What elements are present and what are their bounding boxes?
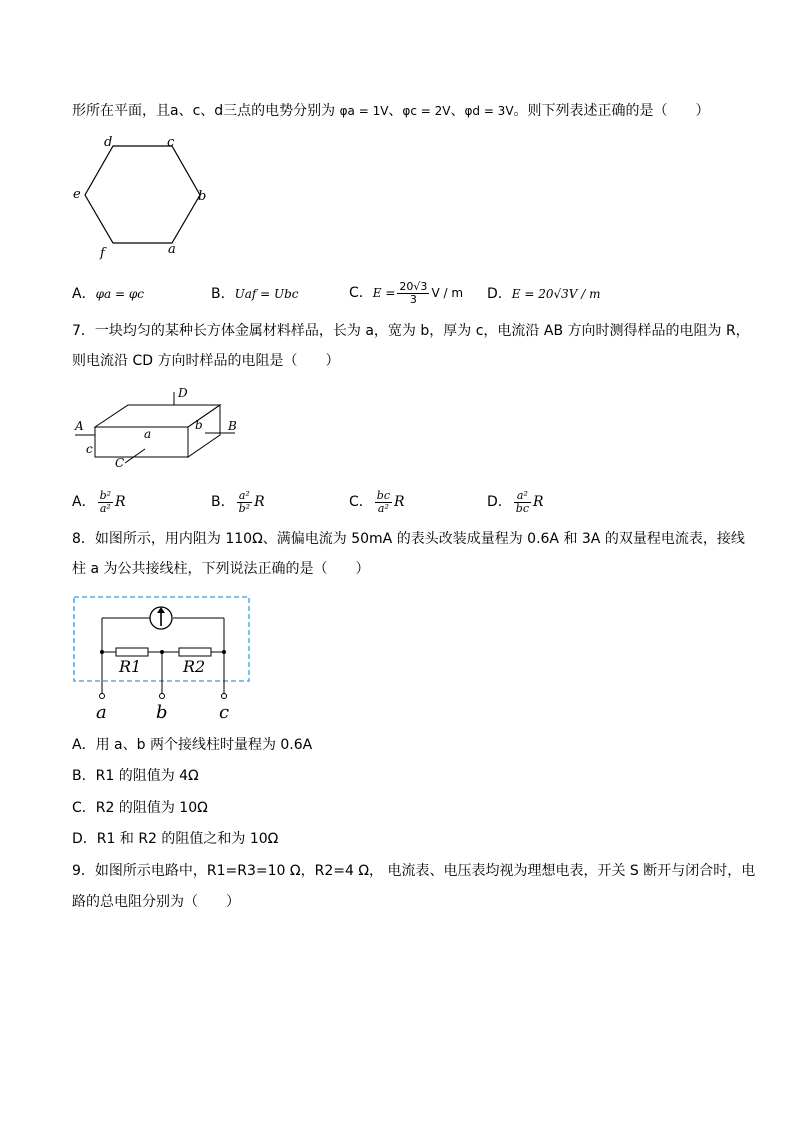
label-r1: R1 (119, 657, 142, 676)
q7-option-d (487, 487, 544, 517)
q6-option-b (211, 284, 299, 304)
q6-option-a-text: φa = φc (95, 287, 144, 301)
q8-line2: 柱 a 为公共接线柱，下列说法正确的是（ ） (72, 561, 370, 577)
q7-option-a-fraction (98, 490, 113, 515)
q9-line1: 9．如图所示电路中，R1=R3=10 Ω，R2=4 Ω， 电流表、电压表均视为理想电表，开关 S 断开与闭合时，电 (72, 863, 756, 879)
hexagon-shape (85, 146, 200, 243)
q7-line2: 则电流沿 CD 方向时样品的电阻是（ ） (72, 353, 340, 369)
q6-phi-d: φd = 3V (464, 104, 514, 118)
q8-option-d: D．R1 和 R2 的阻值之和为 10Ω (72, 831, 279, 847)
option-label: A． (72, 286, 96, 302)
box-label-B: B (228, 419, 237, 433)
box-label-D: D (178, 386, 188, 400)
box-figure (70, 385, 250, 475)
box-label-c: c (86, 442, 93, 456)
q6-tail: 。则下列表述正确的是（ ） (513, 103, 710, 119)
fraction-denominator: bc (515, 501, 529, 515)
option-tail: R (393, 494, 405, 510)
fraction-denominator: 3 (409, 292, 417, 306)
q9-line2: 路的总电阻分别为（ ） (72, 894, 240, 910)
label-a: a (96, 702, 107, 723)
hex-label-c: c (167, 135, 175, 150)
box-front-face (95, 427, 188, 457)
box-label-C: C (115, 456, 125, 470)
terminal-b (160, 694, 165, 699)
q6-option-d-text: E = 20√3V / m (511, 287, 601, 301)
q6-phi-a: φa = 1V (339, 104, 389, 118)
q6-stem-line: 形所在平面，且a、c、d三点的电势分别为 φa = 1V、φc = 2V、φd = 3V。则下列表述正确的是（ ） (72, 103, 710, 119)
q6-option-c-fraction (397, 281, 429, 306)
resistor-r1 (116, 648, 148, 656)
q6-option-b-text: Uaf = Ubc (234, 287, 299, 301)
fraction-denominator: a² (99, 501, 111, 515)
q6-option-c-pre: E = (372, 286, 396, 300)
hex-label-b: b (198, 189, 207, 204)
label-b: b (156, 702, 168, 723)
q6-option-c-unit: V / m (431, 286, 464, 300)
box-label-A: A (75, 419, 84, 433)
q7-option-b (211, 487, 265, 517)
option-label: C． (349, 285, 373, 301)
fraction-numerator: a² (237, 490, 252, 503)
option-label: C． (349, 494, 373, 510)
q8-line1: 8．如图所示，用内阻为 110Ω、满偏电流为 50mA 的表头改装成量程为 0.6A 和 3A 的双量程电流表，接线 (72, 531, 745, 547)
label-c: c (219, 702, 230, 723)
option-tail: R (115, 494, 126, 510)
hex-label-f: f (100, 246, 105, 261)
lead-C (125, 449, 145, 463)
q7-option-c-fraction (375, 490, 392, 515)
q6-stem: 形所在平面，且 (72, 103, 170, 119)
q6-option-c (349, 278, 463, 308)
fraction-numerator: 20√3 (399, 279, 428, 293)
q7-option-d-fraction (514, 490, 531, 515)
label-r2: R2 (183, 657, 206, 676)
fraction-denominator: b² (238, 501, 251, 515)
fraction-denominator: a² (377, 501, 389, 515)
option-label: B． (211, 286, 235, 302)
box-label-b: b (195, 418, 203, 432)
q8-option-c: C．R2 的阻值为 10Ω (72, 800, 208, 816)
fraction-numerator: a² (514, 490, 531, 503)
q7-option-a (72, 487, 126, 517)
q6-phi-c: φc = 2V (402, 104, 451, 118)
q8-option-a: A．用 a、b 两个接线柱时量程为 0.6A (72, 737, 313, 753)
q8-option-b: B．R1 的阻值为 4Ω (72, 768, 199, 784)
box-side-face (188, 405, 220, 457)
hex-label-e: e (73, 187, 81, 202)
q6-points: a、c、d三点的电势分别为 (170, 103, 336, 119)
box-label-a: a (144, 427, 152, 441)
terminal-c (222, 694, 227, 699)
fraction-numerator: b² (99, 488, 112, 502)
option-label: D． (487, 494, 512, 510)
option-label: B． (211, 494, 235, 510)
option-label: A． (72, 494, 96, 510)
terminal-a (100, 694, 105, 699)
hex-label-d: d (104, 135, 113, 150)
option-tail: R (532, 494, 544, 510)
q7-option-c (349, 487, 405, 517)
q7-line1: 7．一块均匀的某种长方体金属材料样品，长为 a，宽为 b，厚为 c，电流沿 AB 方向时测得样品的电阻为 R， (72, 323, 750, 339)
option-label: D． (487, 286, 512, 302)
hexagon-figure (70, 133, 230, 263)
q6-option-d (487, 284, 601, 304)
resistor-r2 (179, 648, 211, 656)
hex-label-a: a (168, 242, 176, 257)
circuit-figure (72, 595, 262, 725)
option-tail: R (254, 494, 265, 510)
q6-option-a (72, 284, 144, 304)
q7-option-b-fraction (237, 490, 252, 515)
fraction-numerator: bc (376, 488, 390, 502)
